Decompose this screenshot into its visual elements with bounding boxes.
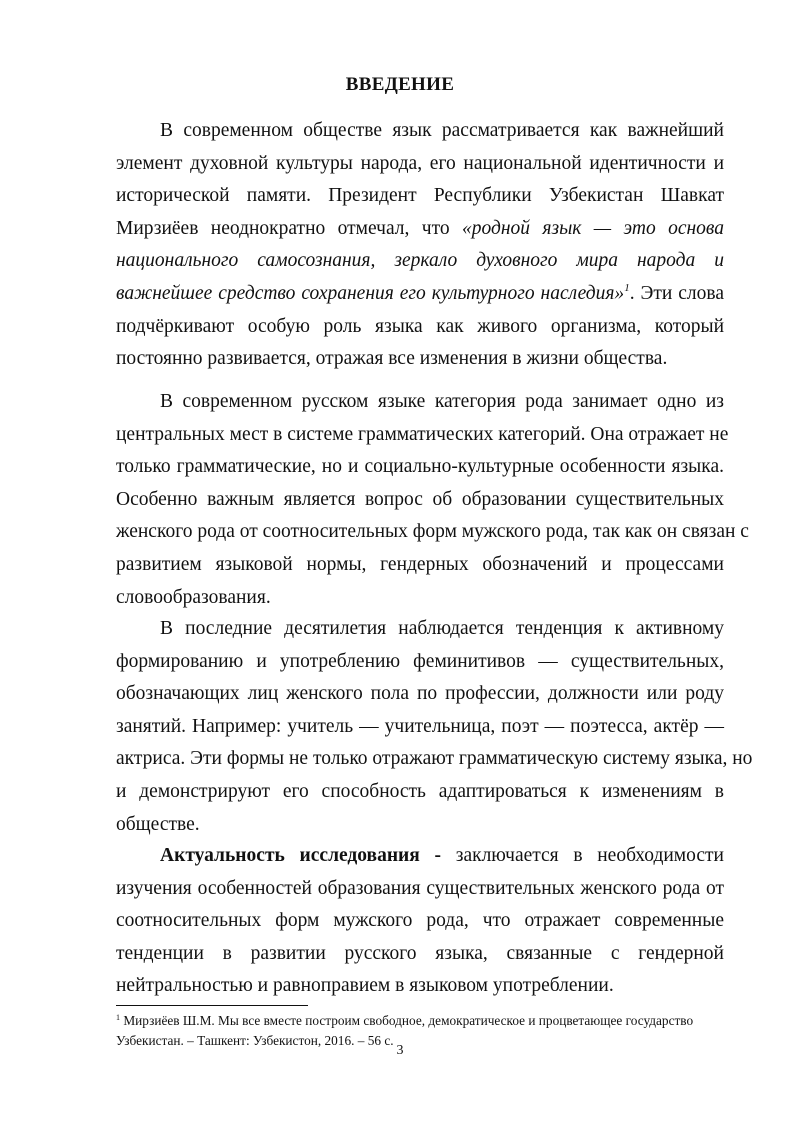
- text-line: [116, 213, 724, 246]
- text-line: только грамматические, но и социально-культурные особенности языка.: [116, 456, 724, 478]
- text-line: исторической памяти. Президент Республики Узбекистан Шавкат: [116, 185, 724, 207]
- footnote-marker: 1: [116, 1013, 120, 1022]
- text-line: формированию и употреблению феминитивов — существительных,: [116, 650, 724, 672]
- text-line: элемент духовной культуры народа, его национальной идентичности и: [116, 152, 724, 174]
- text-line: тенденции в развитии русского языка, связанные с гендерной: [116, 942, 724, 964]
- text-line: обозначающих лиц женского пола по профессии, должности или роду: [116, 683, 724, 705]
- text-line: [116, 278, 724, 311]
- relevance-heading: Актуальность исследования -: [160, 845, 442, 866]
- paragraph-3: [116, 613, 753, 841]
- footnote-separator: [116, 1005, 308, 1006]
- text-line: развитием языковой нормы, гендерных обозначений и процессами: [116, 553, 724, 575]
- paragraph-relevance: [116, 840, 724, 1003]
- text-line: нейтральностью и равноправием в языковом употреблении.: [116, 975, 614, 997]
- paragraph-2: [116, 386, 749, 614]
- text-line: В последние десятилетия наблюдается тенденция к активному: [160, 618, 724, 639]
- text-fragment: заключается в необходимости: [441, 845, 724, 866]
- paragraph-1: [116, 115, 724, 376]
- quote-fragment: «родной язык — это основа: [462, 217, 724, 239]
- quote-line: национального самосознания, зеркало духовного мира народа и: [116, 250, 724, 272]
- text-line: занятий. Например: учитель — учительница, поэт — поэтесса, актёр —: [116, 715, 724, 737]
- footnote-reference[interactable]: 1: [624, 281, 630, 294]
- text-fragment: Мирзиёев неоднократно отмечал, что: [116, 217, 463, 239]
- quote-fragment: важнейшее средство сохранения его культурного наследия»: [116, 282, 625, 304]
- text-line: центральных мест в системе грамматических категорий. Она отражает не: [116, 423, 729, 445]
- page-number: 3: [396, 1043, 404, 1058]
- text-line: подчёркивают особую роль языка как живого организма, который: [116, 315, 724, 337]
- text-line: Особенно важным является вопрос об образовании существительных: [116, 488, 724, 510]
- text-line: В современном обществе язык рассматривается как важнейший: [160, 120, 724, 141]
- text-line: постоянно развивается, отражая все изменения в жизни общества.: [116, 348, 668, 370]
- text-line: соотносительных форм мужского рода, что отражает современные: [116, 910, 724, 932]
- text-fragment: . Эти слова: [629, 282, 724, 304]
- text-line: изучения особенностей образования существительных женского рода от: [116, 877, 724, 899]
- text-line: словообразования.: [116, 586, 271, 608]
- text-line: В современном русском языке категория рода занимает одно из: [160, 391, 724, 412]
- text-line: обществе.: [116, 813, 200, 835]
- footnote-text: Мирзиёев Ш.М. Мы все вместе построим свободное, демократическое и процветающее государство: [120, 1013, 694, 1028]
- footnote-line: [116, 1011, 724, 1031]
- text-line: актриса. Эти формы не только отражают грамматическую систему языка, но: [116, 748, 753, 770]
- text-line: женского рода от соотносительных форм мужского рода, так как он связан с: [116, 521, 749, 543]
- footnote-line: Узбекистан. – Ташкент: Узбекистон, 2016. – 56 с.: [116, 1033, 394, 1048]
- page-title: ВВЕДЕНИЕ: [345, 74, 455, 95]
- text-line: и демонстрируют его способность адаптироваться к изменениям в: [116, 780, 724, 802]
- text-line: [116, 840, 724, 873]
